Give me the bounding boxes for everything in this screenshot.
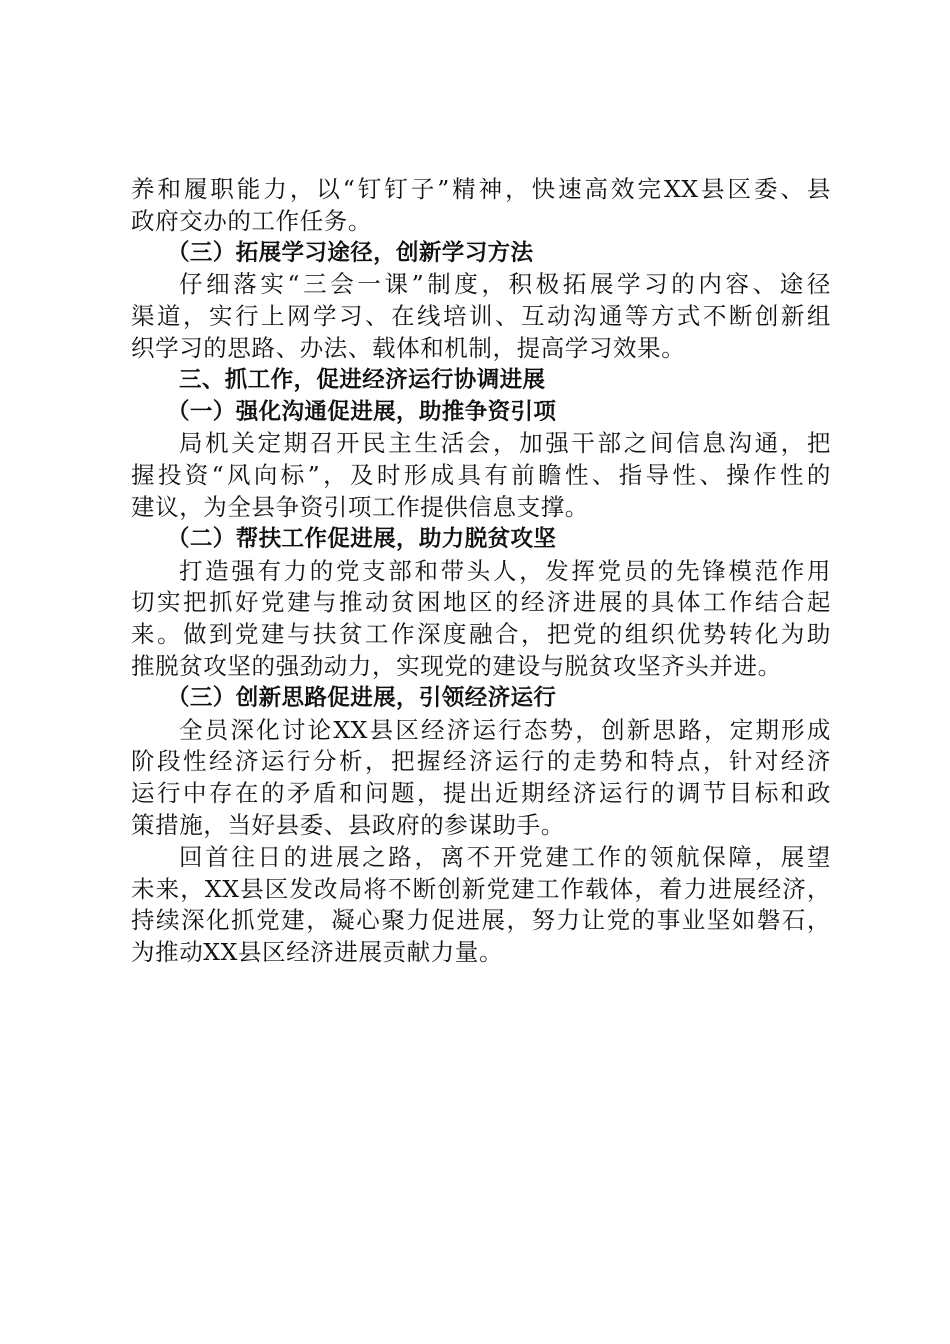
- subheading-text: （三）创新思路促进展，引领经济运行: [167, 684, 557, 711]
- paragraph: [131, 715, 831, 842]
- text-line: 回首往日的进展之路，离不开党建工作的领航保障，展望: [179, 842, 831, 871]
- text-line: 建议，为全县争资引项工作提供信息支撑。: [131, 492, 589, 521]
- text-line: 局机关定期召开民主生活会，加强干部之间信息沟通，把: [179, 429, 831, 458]
- paragraph-closing: [131, 842, 831, 969]
- paragraph: [131, 428, 831, 523]
- text-line: 养和履职能力，以“钉钉子”精神，快速高效完XX县区委、县: [131, 175, 831, 203]
- section-subheading: [131, 683, 831, 715]
- heading-text: 三、抓工作，促进经济运行协调进展: [179, 366, 546, 393]
- paragraph-continuation: [131, 174, 831, 238]
- document-body: [131, 174, 831, 969]
- text-line: 运行中存在的矛盾和问题，提出近期经济运行的调节目标和政: [131, 779, 831, 808]
- paragraph: [131, 556, 831, 683]
- text-line: 政府交办的工作任务。: [131, 206, 372, 235]
- section-subheading: [131, 238, 831, 270]
- text-line: 渠道，实行上网学习、在线培训、互动沟通等方式不断创新组: [131, 302, 831, 331]
- text-line: 策措施，当好县委、县政府的参谋助手。: [131, 810, 565, 839]
- text-line: 来。做到党建与扶贫工作深度融合，把党的组织优势转化为助: [131, 620, 831, 649]
- text-line: 打造强有力的党支部和带头人，发挥党员的先锋模范作用: [179, 556, 831, 585]
- text-line: 持续深化抓党建，凝心聚力促进展，努力让党的事业坚如磐石，: [131, 906, 831, 935]
- text-line: 未来，XX县区发改局将不断创新党建工作载体，着力进展经济，: [131, 874, 831, 903]
- section-heading: [131, 365, 831, 397]
- text-line: 阶段性经济运行分析，把握经济运行的走势和特点，针对经济: [131, 747, 831, 776]
- text-line: 仔细落实“三会一课”制度，积极拓展学习的内容、途径: [179, 270, 831, 299]
- subheading-text: （一）强化沟通促进展，助推争资引项: [167, 398, 557, 425]
- section-subheading: [131, 397, 831, 429]
- text-line: 推脱贫攻坚的强劲动力，实现党的建设与脱贫攻坚齐头并进。: [131, 651, 782, 680]
- text-line: 切实把抓好党建与推动贫困地区的经济进展的具体工作结合起: [131, 588, 831, 617]
- text-line: 为推动XX县区经济进展贡献力量。: [131, 938, 504, 967]
- section-subheading: [131, 524, 831, 556]
- subheading-text: （二）帮扶工作促进展，助力脱贫攻坚: [167, 525, 557, 552]
- text-line: 织学习的思路、办法、载体和机制，提高学习效果。: [131, 333, 686, 362]
- subheading-text: （三）拓展学习途径，创新学习方法: [167, 239, 534, 266]
- paragraph: [131, 269, 831, 364]
- text-line: 全员深化讨论XX县区经济运行态势，创新思路，定期形成: [179, 715, 831, 744]
- text-line: 握投资“风向标”，及时形成具有前瞻性、指导性、操作性的: [131, 461, 831, 490]
